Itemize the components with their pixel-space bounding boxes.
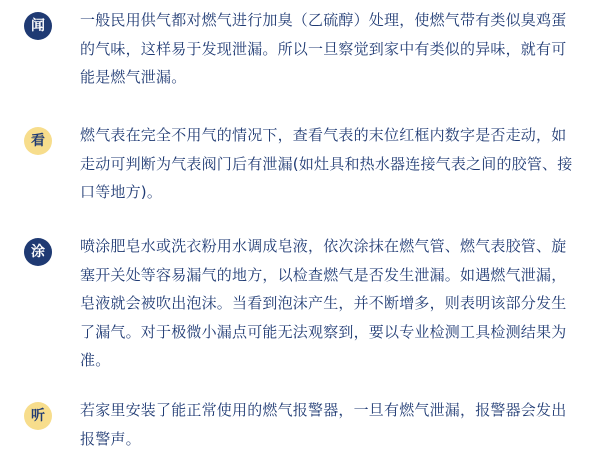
- paragraph-listen: 若家里安装了能正常使用的燃气报警器，一旦有燃气泄漏，报警器会发出报警声。: [80, 401, 567, 448]
- paragraph-look: 燃气表在完全不用气的情况下，查看气表的末位红框内数字是否走动，如走动可判断为气表阀门后有泄漏(如灶具和热水器连接气表之间的胶管、接口等地方)。: [80, 126, 573, 201]
- badge-smell: 闻: [24, 12, 52, 40]
- paragraph-smell: 一般民用供气都对燃气进行加臭（乙硫醇）处理，使燃气带有类似臭鸡蛋的气味，这样易于发现泄漏。所以一旦察觉到家中有类似的异味，就有可能是燃气泄漏。: [80, 11, 567, 86]
- badge-look: 看: [24, 127, 52, 155]
- badge-listen: 听: [24, 402, 52, 430]
- badge-apply: 涂: [24, 238, 52, 266]
- paragraph-apply: 喷涂肥皂水或洗衣粉用水调成皂液，依次涂抹在燃气管、燃气表胶管、旋塞开关处等容易漏气的地方，以检查燃气是否发生泄漏。如遇燃气泄漏，皂液就会被吹出泡沫。当看到泡沫产生，并不断增多，则表明该部分发生了漏气。对于极微小漏点可能无法观察到，要以专业检测工具检测结果为准。: [80, 237, 567, 369]
